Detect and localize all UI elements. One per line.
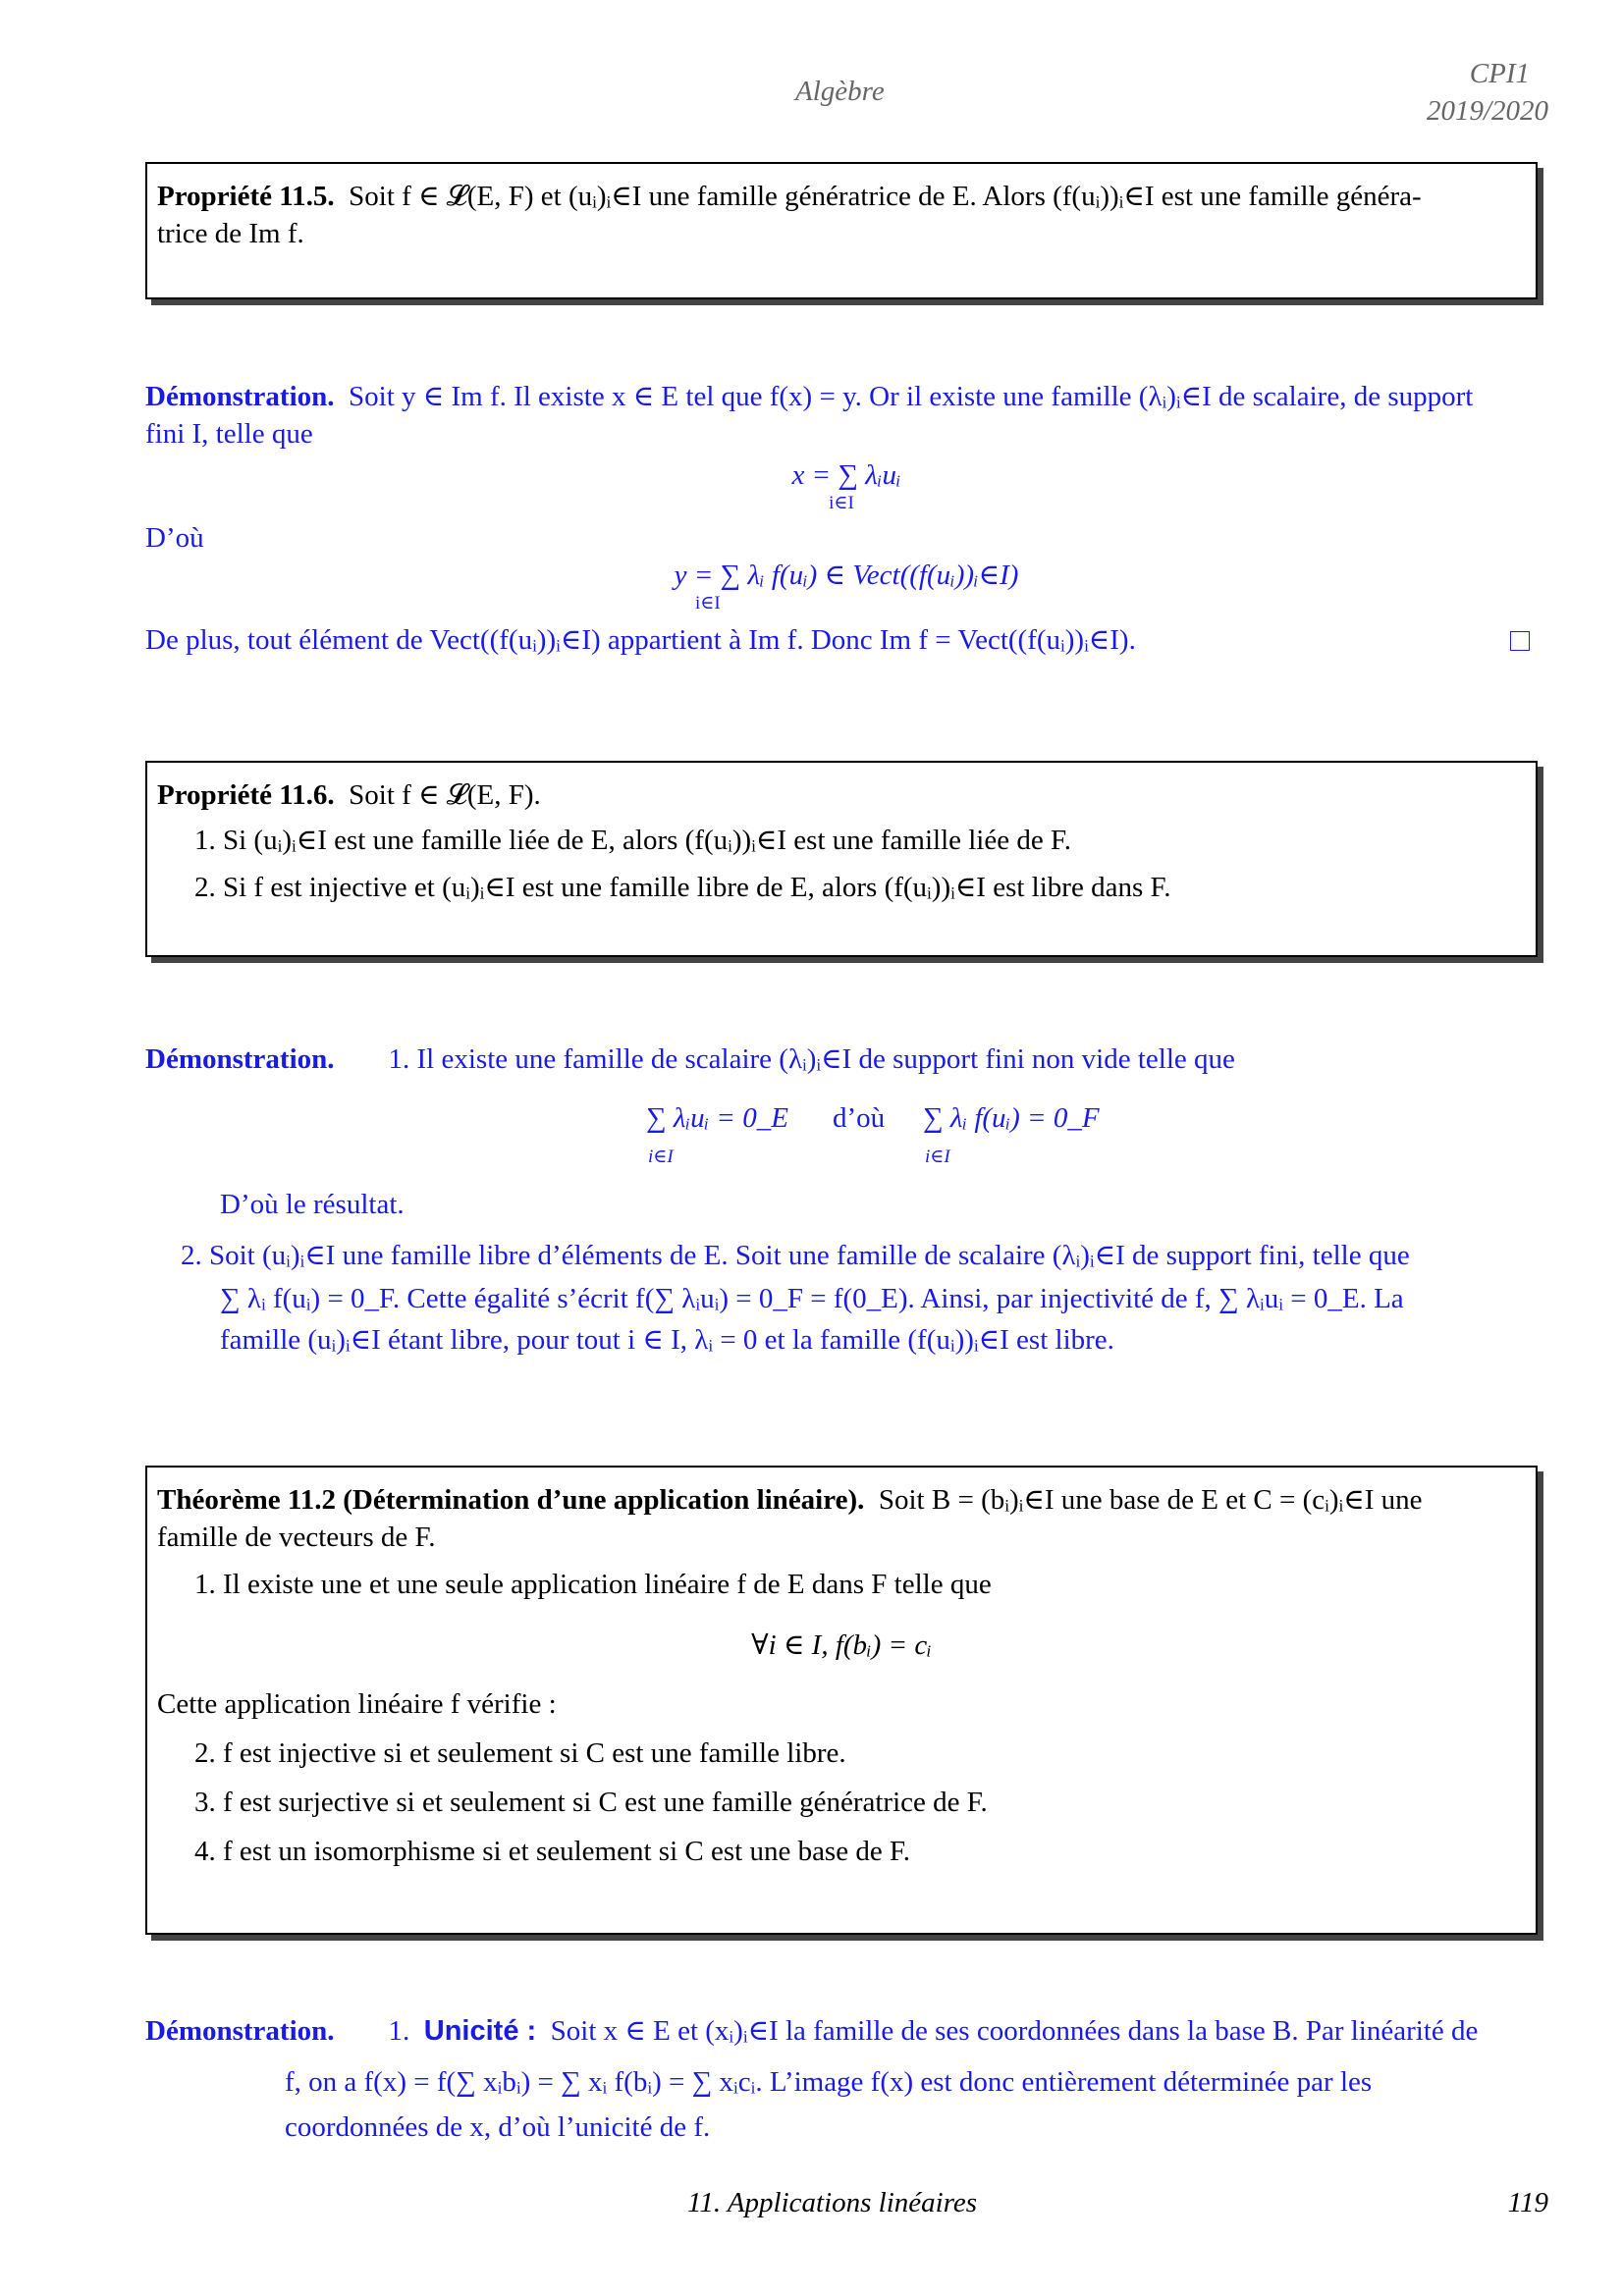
- demo-item-2-line-3: famille (uᵢ)ᵢ∈I étant libre, pour tout i ∈ I, λᵢ = 0 et la famille (f(uᵢ))ᵢ∈I est libre.: [220, 1324, 1114, 1356]
- demo-text: Soit x ∈ E et (xᵢ)ᵢ∈I la famille de ses coordonnées dans la base B. Par linéarité de: [550, 2015, 1479, 2047]
- property-title: Propriété 11.6.: [157, 779, 335, 811]
- theorem-verifie: Cette application linéaire f vérifie :: [157, 1688, 557, 1720]
- theorem-text-2: famille de vecteurs de F.: [157, 1522, 436, 1553]
- property-11-6-box: [145, 761, 1538, 957]
- list-item: 1. Il existe une et une seule application linéaire f de E dans F telle que: [194, 1569, 992, 1600]
- demo-title: Démonstration.: [145, 1043, 335, 1075]
- theorem-title: Théorème 11.2 (Détermination d’une application linéaire).: [157, 1484, 865, 1516]
- property-11-5-box: [145, 162, 1538, 299]
- property-text: Soit f ∈ 𝓛(E, F) et (uᵢ)ᵢ∈I une famille génératrice de E. Alors (f(uᵢ))ᵢ∈I est une famille généra-: [349, 181, 1422, 212]
- equation-left: ∑ λᵢuᵢ = 0_E: [646, 1102, 788, 1134]
- demo-title: Démonstration.: [145, 2015, 335, 2047]
- demonstration-2: [145, 1041, 1547, 1359]
- theorem-text: Soit B = (bᵢ)ᵢ∈I une base de E et C = (cᵢ)ᵢ∈I une: [878, 1484, 1423, 1516]
- equation-2-sub: i∈I: [695, 593, 721, 614]
- property-title: Propriété 11.5.: [157, 181, 335, 212]
- demo-text-2: f, on a f(x) = f(∑ xᵢbᵢ) = ∑ xᵢ f(bᵢ) = ∑ xᵢcᵢ. L’image f(x) est donc entièrement déterminée par les: [285, 2066, 1373, 2098]
- demo-item-2-line-2: ∑ λᵢ f(uᵢ) = 0_F. Cette égalité s’écrit f(∑ λᵢuᵢ) = 0_F = f(0_E). Ainsi, par injectivité de f, ∑ λᵢuᵢ = 0_E. La: [220, 1283, 1404, 1314]
- header-center: Algèbre: [795, 76, 885, 107]
- equation-mid: d’où: [833, 1102, 886, 1134]
- equation-1: x = ∑ λᵢuᵢ: [791, 459, 901, 491]
- demo-item-2: 2. Soit (uᵢ)ᵢ∈I une famille libre d’éléments de E. Soit une famille de scalaire (λᵢ)ᵢ∈I de support fini, telle que: [181, 1240, 1410, 1271]
- demo-item-1: 1. Il existe une famille de scalaire (λᵢ)ᵢ∈I de support fini non vide telle que: [388, 1043, 1235, 1075]
- qed-square-icon: [1510, 631, 1530, 651]
- property-intro: Soit f ∈ 𝓛(E, F).: [349, 779, 541, 811]
- equation-sub-right: i∈I: [925, 1147, 950, 1167]
- list-item: 2. f est injective si et seulement si C est une famille libre.: [194, 1737, 846, 1769]
- theorem-11-2-box: [145, 1466, 1538, 1935]
- property-text-2: trice de Im f.: [157, 218, 304, 249]
- result-text: D’où le résultat.: [220, 1189, 405, 1220]
- list-item: 2. Si f est injective et (uᵢ)ᵢ∈I est une famille libre de E, alors (f(uᵢ))ᵢ∈I est libre dans F.: [194, 872, 1171, 903]
- list-item: 3. f est surjective si et seulement si C est une famille génératrice de F.: [194, 1787, 988, 1818]
- equation-sub-left: i∈I: [648, 1147, 674, 1167]
- equation-2: y = ∑ λᵢ f(uᵢ) ∈ Vect((f(uᵢ))ᵢ∈I): [674, 560, 1019, 591]
- demonstration-3: [145, 2012, 1547, 2146]
- footer-chapter: 11. Applications linéaires: [687, 2187, 978, 2218]
- demo-title: Démonstration.: [145, 381, 335, 412]
- demo-text-2: fini I, telle que: [145, 418, 313, 450]
- header-right-bottom: 2019/2020: [1426, 95, 1548, 127]
- footer-page-number: 119: [1507, 2187, 1548, 2218]
- demonstration-1: [145, 378, 1547, 659]
- unicite-label: Unicité :: [423, 2015, 537, 2047]
- header-right-top: CPI1: [1469, 58, 1530, 89]
- demo-text-3: coordonnées de x, d’où l’unicité de f.: [285, 2111, 711, 2143]
- dou-text: D’où: [145, 522, 204, 554]
- list-item: 1. Si (uᵢ)ᵢ∈I est une famille liée de E, alors (f(uᵢ))ᵢ∈I est une famille liée de F.: [194, 825, 1072, 856]
- list-item: 4. f est un isomorphisme si et seulement si C est une base de F.: [194, 1836, 911, 1867]
- theorem-equation: ∀i ∈ I, f(bᵢ) = cᵢ: [751, 1629, 932, 1661]
- demo-text: Soit y ∈ Im f. Il existe x ∈ E tel que f(x) = y. Or il existe une famille (λᵢ)ᵢ∈I de scalaire, de support: [349, 381, 1474, 412]
- demo-conclusion: De plus, tout élément de Vect((f(uᵢ))ᵢ∈I) appartient à Im f. Donc Im f = Vect((f(uᵢ))ᵢ∈I).: [145, 624, 1136, 656]
- equation-right: ∑ λᵢ f(uᵢ) = 0_F: [923, 1102, 1100, 1134]
- equation-1-sub: i∈I: [829, 493, 854, 513]
- demo-item-number: 1.: [388, 2015, 410, 2047]
